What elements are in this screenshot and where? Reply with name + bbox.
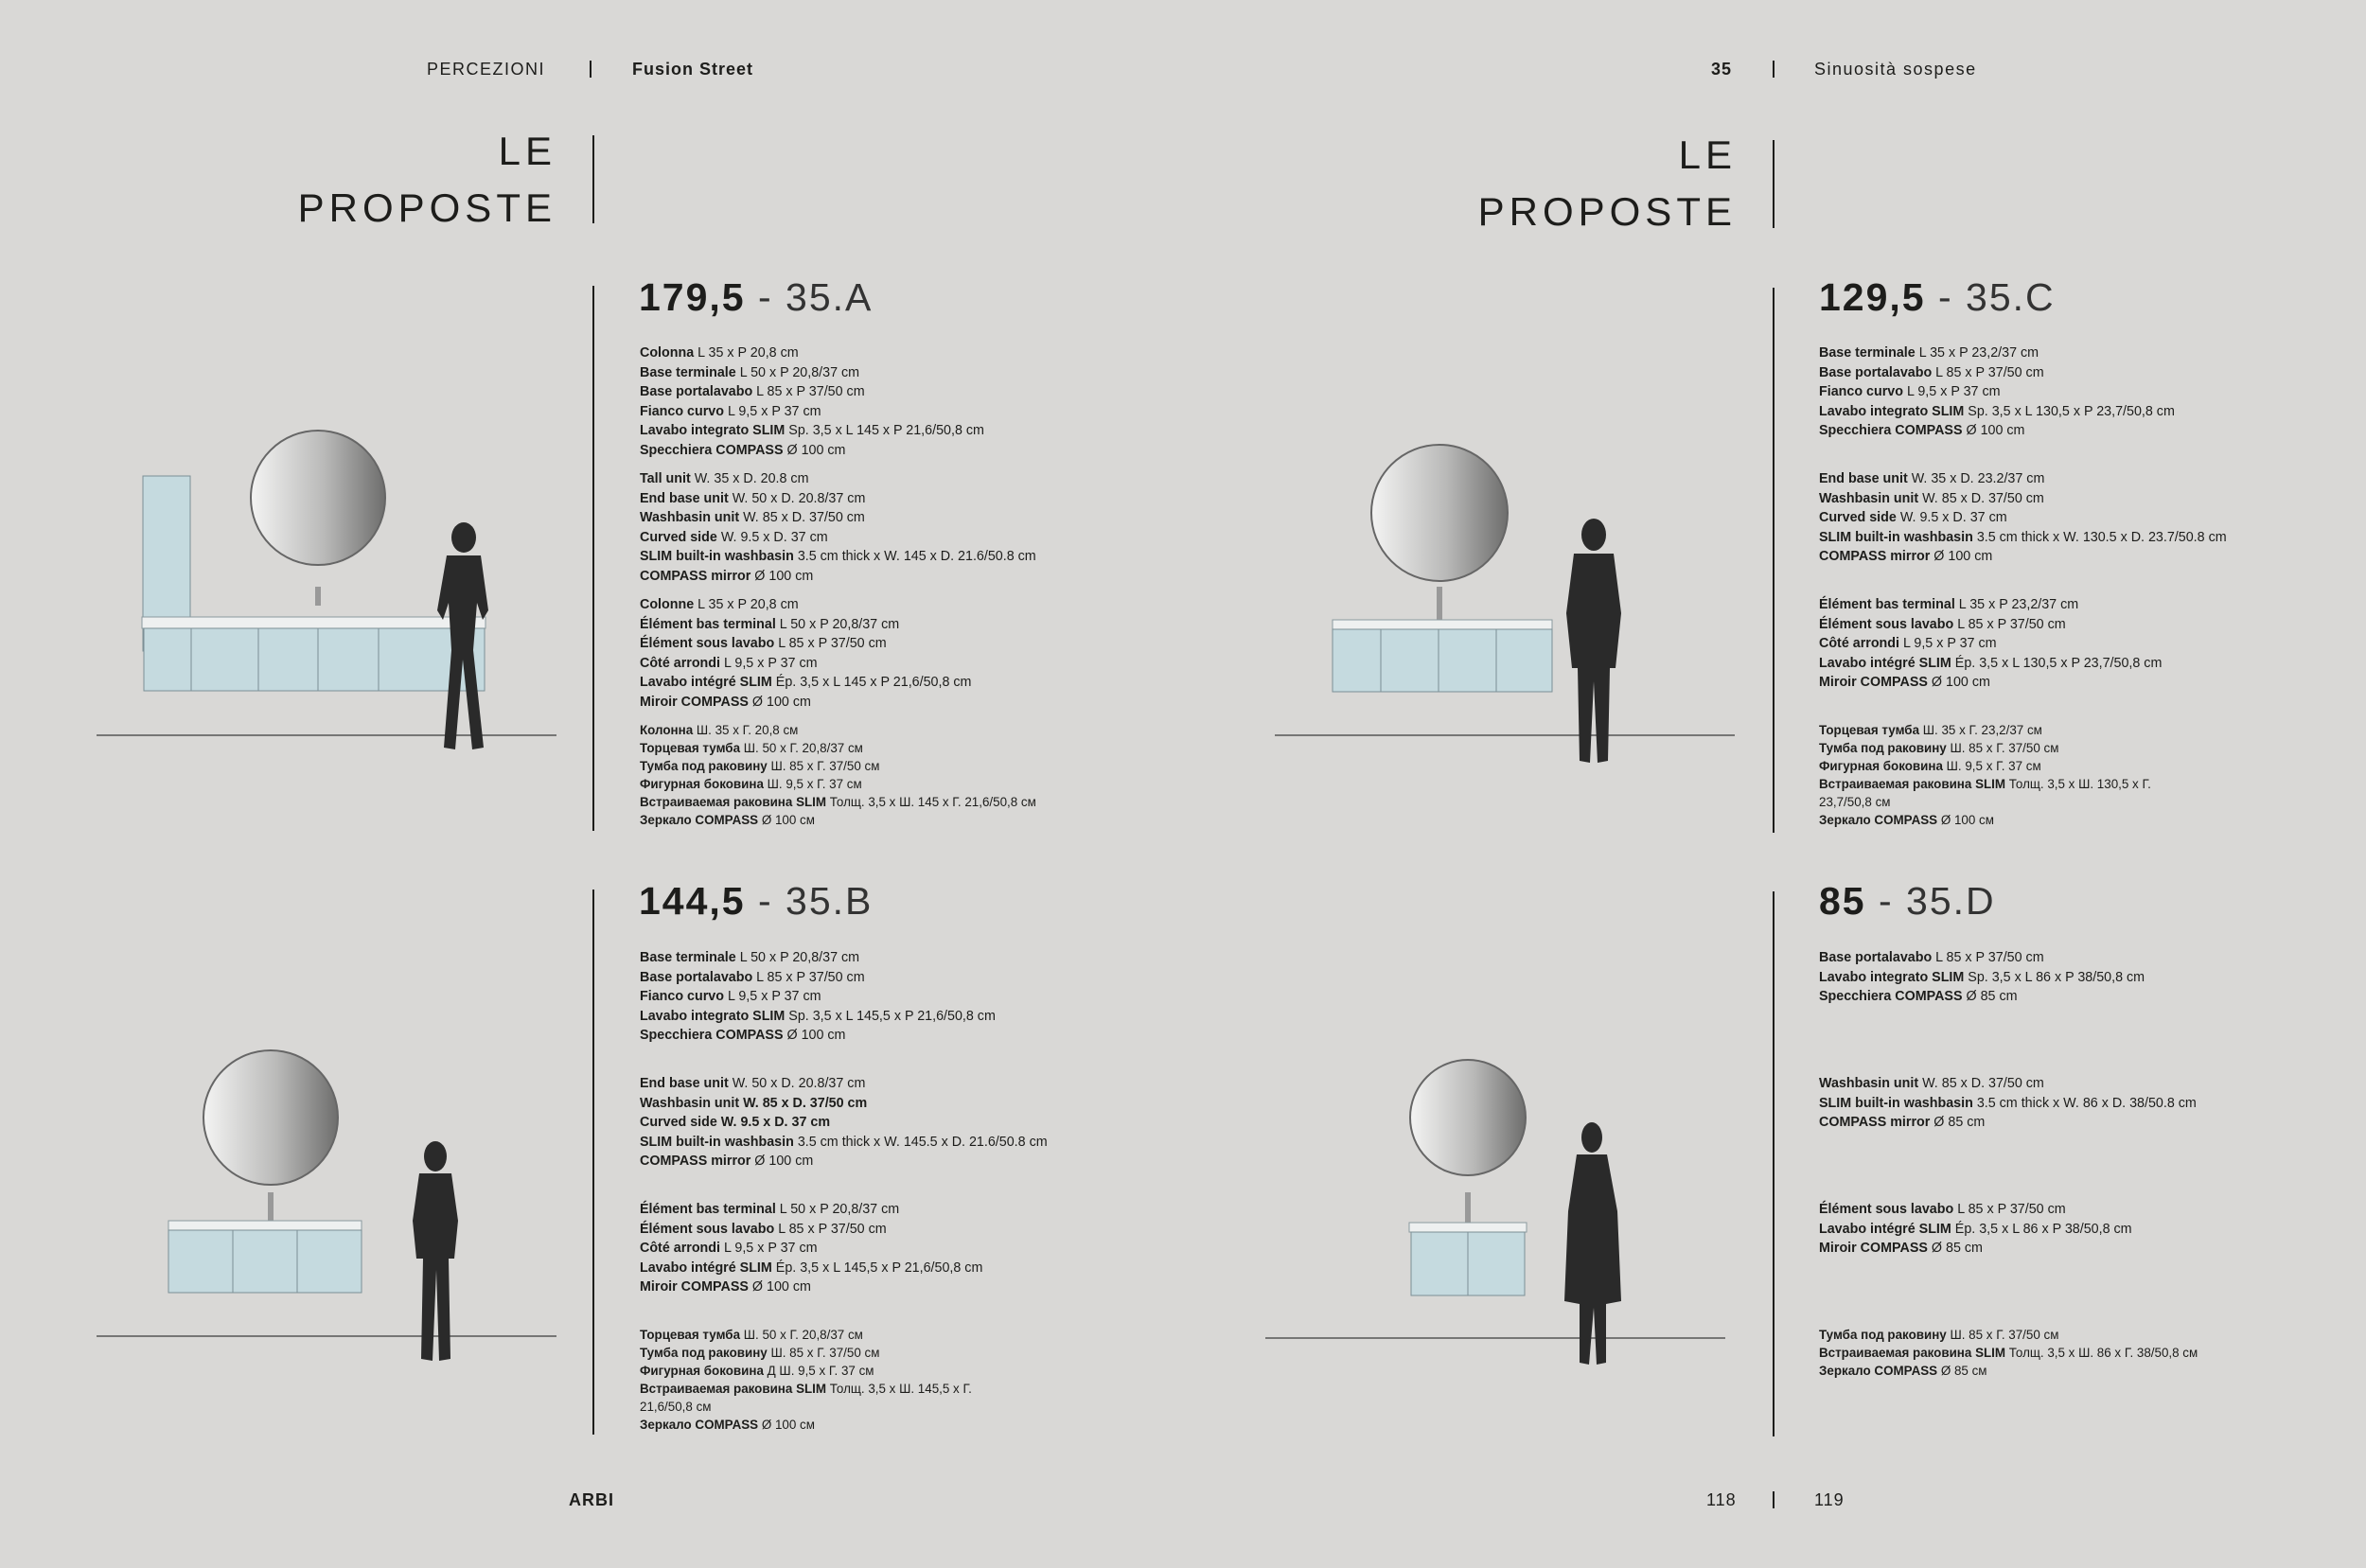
footer-page-right: 119 — [1814, 1490, 1845, 1509]
illustration-35d — [1263, 1060, 1737, 1382]
proposal-title-a: 179,5 - 35.A — [639, 275, 874, 319]
faucet — [1465, 1192, 1471, 1223]
spec-line: 23,7/50,8 см — [1819, 795, 1891, 809]
spec-line: Washbasin unit W. 85 x D. 37/50 cm — [640, 510, 865, 526]
spec-line: Фигурная боковина Ш. 9,5 x Г. 37 см — [1819, 759, 2041, 773]
spec-block-35b-1 — [640, 948, 996, 1046]
spec-line: Specchiera COMPASS Ø 100 cm — [1819, 423, 2025, 439]
spec-block-35b-3 — [640, 1200, 982, 1297]
faucet — [315, 587, 321, 606]
washbasin-top — [142, 617, 486, 628]
page-title-right: LE PROPOSTE — [1477, 132, 1737, 234]
spec-line: COMPASS mirror Ø 100 cm — [1819, 549, 1993, 565]
title-divider-right — [1773, 140, 1774, 228]
spec-line: COMPASS mirror Ø 85 cm — [1819, 1115, 1986, 1131]
spec-line: Колонна Ш. 35 x Г. 20,8 см — [640, 723, 799, 737]
spec-block-35d-4 — [1819, 1326, 2198, 1380]
spec-line: Washbasin unit W. 85 x D. 37/50 cm — [1819, 490, 2044, 506]
spec-line: Зеркало COMPASS Ø 100 см — [640, 1418, 815, 1432]
spec-line: Lavabo intégré SLIM Ép. 3,5 x L 86 x P 38/50,8 cm — [1819, 1221, 2132, 1237]
proposal-title-d: 85 - 35.D — [1819, 879, 1996, 923]
spec-block-35b-2 — [640, 1074, 1048, 1172]
spec-block-35c-3 — [1819, 595, 2162, 693]
spec-line: Miroir COMPASS Ø 100 cm — [640, 694, 811, 710]
faucet — [268, 1192, 274, 1221]
spec-line: Washbasin unit W. 85 x D. 37/50 cm — [1819, 1076, 2044, 1091]
spec-line: Élément sous lavabo L 85 x P 37/50 cm — [640, 1221, 887, 1237]
spec-line: Specchiera COMPASS Ø 100 cm — [640, 442, 846, 458]
illustration-35c — [1273, 445, 1746, 776]
spec-block-35a-2 — [640, 469, 1036, 587]
spec-block-35d-1 — [1819, 948, 2145, 1007]
spec-line: Торцевая тумба Ш. 50 x Г. 20,8/37 см — [640, 1328, 863, 1342]
spec-line: Тумба под раковину Ш. 85 x Г. 37/50 см — [640, 1346, 880, 1360]
spec-block-35b-4 — [640, 1326, 972, 1434]
round-mirror — [203, 1050, 338, 1185]
spec-line: Curved side W. 9.5 x D. 37 cm — [1819, 510, 2007, 526]
base-cabinets — [1333, 629, 1552, 692]
spec-line: Colonne L 35 x P 20,8 cm — [640, 597, 799, 612]
spec-line: Élément bas terminal L 35 x P 23,2/37 cm — [1819, 597, 2079, 612]
washbasin-top — [168, 1221, 362, 1230]
spec-line: Зеркало COMPASS Ø 100 см — [1819, 813, 1994, 827]
spec-line: Встраиваемая раковина SLIM Толщ. 3,5 x Ш. 130,5 x Г. — [1819, 777, 2151, 791]
spec-block-35c-2 — [1819, 469, 2227, 567]
spec-line: Miroir COMPASS Ø 100 cm — [1819, 675, 1990, 691]
spec-line: Miroir COMPASS Ø 85 cm — [1819, 1241, 1983, 1257]
spec-block-35d-3 — [1819, 1200, 2132, 1259]
spec-line: Specchiera COMPASS Ø 100 cm — [640, 1028, 846, 1044]
spec-line: Lavabo intégré SLIM Ép. 3,5 x L 145 x P 21,6/50,8 cm — [640, 675, 972, 691]
spec-line: Base terminale L 50 x P 20,8/37 cm — [640, 364, 860, 380]
spec-block-35d-2 — [1819, 1074, 2197, 1133]
proposal-divider-d — [1773, 891, 1774, 1436]
spec-line: Торцевая тумба Ш. 35 x Г. 23,2/37 см — [1819, 723, 2042, 737]
proposal-title-b: 144,5 - 35.B — [639, 879, 874, 923]
spec-line: SLIM built-in washbasin 3.5 cm thick x W. 145.5 x D. 21.6/50.8 cm — [640, 1134, 1048, 1150]
header-collection: Fusion Street — [632, 60, 754, 79]
header-divider-right — [1773, 61, 1774, 78]
spec-line: Тумба под раковину Ш. 85 x Г. 37/50 см — [640, 759, 880, 773]
footer-divider — [1773, 1491, 1774, 1508]
spec-line: Côté arrondi L 9,5 x P 37 cm — [1819, 636, 1997, 652]
proposal-title-c: 129,5 - 35.C — [1819, 275, 2056, 319]
round-mirror — [1371, 445, 1508, 581]
spec-line: Base portalavabo L 85 x P 37/50 cm — [1819, 950, 2044, 965]
spec-line: End base unit W. 50 x D. 20.8/37 cm — [640, 1076, 866, 1091]
spec-line: Fianco curvo L 9,5 x P 37 cm — [640, 989, 821, 1005]
spec-block-35c-1 — [1819, 344, 2175, 441]
spec-line: Specchiera COMPASS Ø 85 cm — [1819, 989, 2018, 1005]
spec-line: Зеркало COMPASS Ø 100 см — [640, 813, 815, 827]
spec-line: Base portalavabo L 85 x P 37/50 cm — [640, 384, 865, 400]
spec-line: Washbasin unit W. 85 x D. 37/50 cm — [640, 1095, 868, 1111]
spec-line: Lavabo integrato SLIM Sp. 3,5 x L 145 x P 21,6/50,8 cm — [640, 423, 984, 439]
spec-line: Curved side W. 9.5 x D. 37 cm — [640, 1115, 831, 1131]
spec-line: Fianco curvo L 9,5 x P 37 cm — [1819, 384, 2001, 400]
header-divider — [590, 61, 592, 78]
human-figure-female — [1564, 1122, 1621, 1365]
spec-line: Tall unit W. 35 x D. 20.8 cm — [640, 471, 809, 486]
spec-line: Тумба под раковину Ш. 85 x Г. 37/50 см — [1819, 1328, 2059, 1342]
spec-block-35a-3 — [640, 595, 971, 713]
spec-line: Côté arrondi L 9,5 x P 37 cm — [640, 1241, 818, 1257]
spec-line: End base unit W. 50 x D. 20.8/37 cm — [640, 490, 866, 506]
spec-line: Base terminale L 35 x P 23,2/37 cm — [1819, 345, 2039, 361]
spec-line: Élément sous lavabo L 85 x P 37/50 cm — [640, 636, 887, 652]
spec-line: COMPASS mirror Ø 100 cm — [640, 1154, 814, 1170]
spec-line: Élément sous lavabo L 85 x P 37/50 cm — [1819, 616, 2066, 632]
base-cabinets — [168, 1230, 362, 1293]
proposal-divider-c — [1773, 288, 1774, 833]
spec-line: Élément bas terminal L 50 x P 20,8/37 cm — [640, 616, 900, 632]
spec-line: Lavabo integrato SLIM Sp. 3,5 x L 145,5 x P 21,6/50,8 cm — [640, 1008, 996, 1024]
spec-line: COMPASS mirror Ø 100 cm — [640, 568, 814, 584]
faucet — [1437, 587, 1442, 620]
washbasin-top — [1409, 1223, 1527, 1232]
illustration-35b — [95, 1050, 568, 1372]
page-title-left: LE PROPOSTE — [297, 129, 556, 230]
header-section: PERCEZIONI — [427, 60, 546, 79]
title-divider-left — [592, 135, 594, 223]
spec-block-35a-4 — [640, 721, 1036, 829]
washbasin-top — [1333, 620, 1552, 629]
human-figure-female — [413, 1141, 458, 1361]
spec-block-35c-4 — [1819, 721, 2151, 829]
proposal-divider-b — [592, 890, 594, 1435]
base-cabinets — [144, 628, 485, 691]
spec-line: Lavabo intégré SLIM Ép. 3,5 x L 130,5 x P 23,7/50,8 cm — [1819, 655, 2163, 671]
proposal-divider-a — [592, 286, 594, 831]
header-subsection: Sinuosità sospese — [1814, 60, 1977, 79]
spec-line: Élément bas terminal L 50 x P 20,8/37 cm — [640, 1202, 900, 1217]
spec-line: Base portalavabo L 85 x P 37/50 cm — [1819, 364, 2044, 380]
spec-line: End base unit W. 35 x D. 23.2/37 cm — [1819, 471, 2045, 486]
round-mirror — [251, 431, 385, 565]
spec-line: Фигурная боковина Ш. 9,5 x Г. 37 см — [640, 777, 862, 791]
illustration-35a — [95, 431, 568, 771]
spec-line: SLIM built-in washbasin 3.5 cm thick x W. 86 x D. 38/50.8 cm — [1819, 1095, 2197, 1111]
spec-line: Торцевая тумба Ш. 50 x Г. 20,8/37 см — [640, 741, 863, 755]
round-mirror — [1410, 1060, 1526, 1175]
spec-line: 21,6/50,8 см — [640, 1400, 712, 1414]
footer-page-left: 118 — [1706, 1490, 1737, 1509]
spec-line: Élément sous lavabo L 85 x P 37/50 cm — [1819, 1202, 2066, 1217]
spec-line: Фигурная боковина Д Ш. 9,5 x Г. 37 см — [640, 1364, 874, 1378]
spec-line: Curved side W. 9.5 x D. 37 cm — [640, 529, 828, 545]
spec-line: Lavabo intégré SLIM Ép. 3,5 x L 145,5 x P 21,6/50,8 cm — [640, 1260, 983, 1276]
spec-line: Lavabo integrato SLIM Sp. 3,5 x L 130,5 x P 23,7/50,8 cm — [1819, 403, 2175, 419]
spec-line: Тумба под раковину Ш. 85 x Г. 37/50 см — [1819, 741, 2059, 755]
spec-line: Зеркало COMPASS Ø 85 см — [1819, 1364, 1987, 1378]
spec-line: SLIM built-in washbasin 3.5 cm thick x W. 145 x D. 21.6/50.8 cm — [640, 549, 1036, 565]
spec-line: Встраиваемая раковина SLIM Толщ. 3,5 x Ш. 145 x Г. 21,6/50,8 см — [640, 795, 1036, 809]
spec-line: Côté arrondi L 9,5 x P 37 cm — [640, 655, 818, 671]
footer-brand: ARBI — [569, 1490, 614, 1509]
spec-line: Lavabo integrato SLIM Sp. 3,5 x L 86 x P 38/50,8 cm — [1819, 969, 2145, 985]
spec-line: Colonna L 35 x P 20,8 cm — [640, 345, 799, 361]
spec-line: Встраиваемая раковина SLIM Толщ. 3,5 x Ш. 86 x Г. 38/50,8 см — [1819, 1346, 2198, 1360]
spec-line: Fianco curvo L 9,5 x P 37 cm — [640, 403, 821, 419]
human-figure-male — [1566, 519, 1621, 763]
spec-line: Base terminale L 50 x P 20,8/37 cm — [640, 950, 860, 965]
header-page-number: 35 — [1711, 60, 1733, 79]
spec-block-35a-1 — [640, 344, 984, 461]
spec-line: Base portalavabo L 85 x P 37/50 cm — [640, 969, 865, 985]
spec-line: Miroir COMPASS Ø 100 cm — [640, 1279, 811, 1295]
spec-line: Встраиваемая раковина SLIM Толщ. 3,5 x Ш. 145,5 x Г. — [640, 1382, 972, 1396]
spec-line: SLIM built-in washbasin 3.5 cm thick x W. 130.5 x D. 23.7/50.8 cm — [1819, 529, 2227, 545]
